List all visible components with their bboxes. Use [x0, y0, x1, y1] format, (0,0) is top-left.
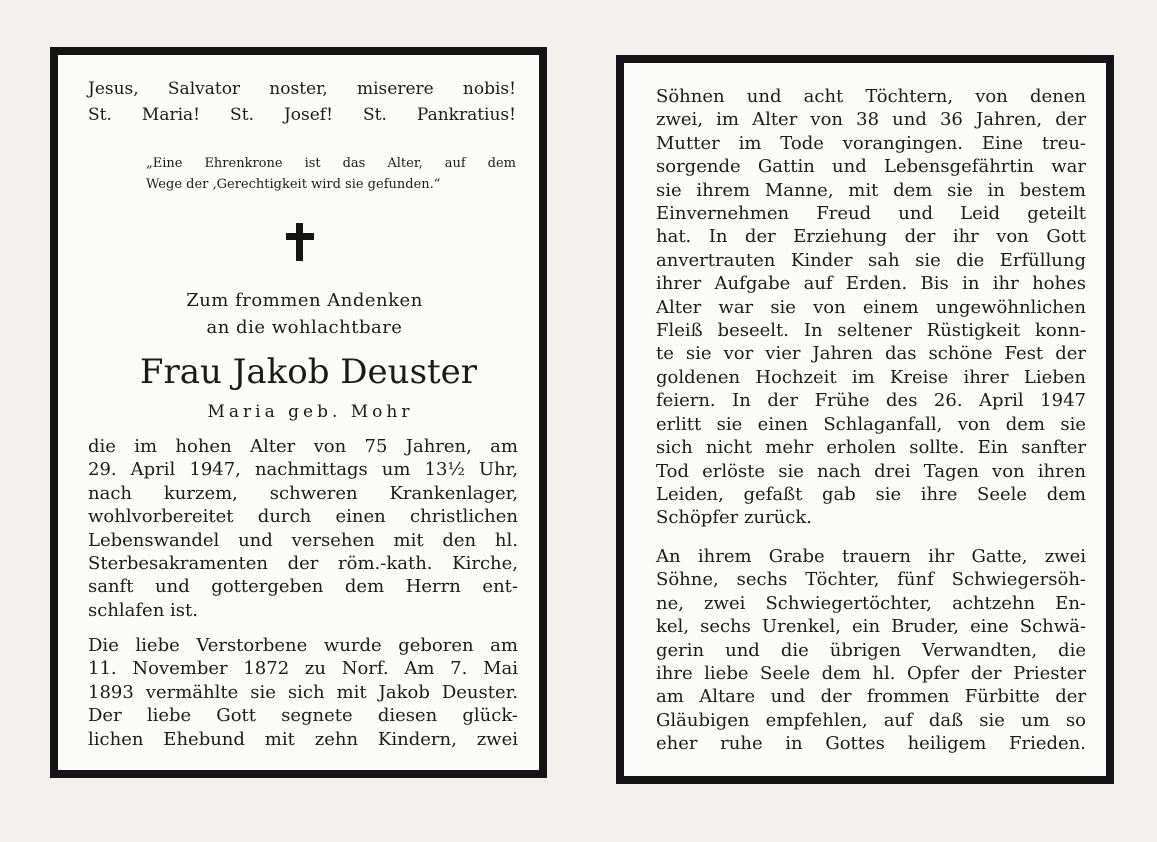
- text-line: Fleiß beseelt. In seltener Rüstigkeit konn-: [656, 320, 1086, 342]
- text-line: goldenen Hochzeit im Kreise ihrer Lieben: [656, 366, 1086, 388]
- text-line: zwei, im Alter von 38 und 36 Jahren, der: [656, 109, 1086, 131]
- text-line: Schöpfer zurück.: [656, 507, 812, 529]
- text-line: sich nicht mehr erholen sollte. Ein sanfter: [656, 437, 1086, 459]
- text-line: wohlvorbereitet durch einen christlichen: [88, 506, 518, 528]
- memorial-line: an die wohlachtbare: [206, 317, 403, 338]
- text-line: ihrer Aufgabe auf Erden. Bis in ihr hohes: [656, 273, 1086, 295]
- text-line: sie ihrem Manne, mit dem sie in bestem: [656, 179, 1086, 201]
- saints-line: [88, 102, 516, 128]
- text-line: sanft und gottergeben dem Herrn ent-: [88, 576, 518, 598]
- text-line: die im hohen Alter von 75 Jahren, am: [88, 436, 518, 457]
- text-line: erlitt sie einen Schlaganfall, von dem sie: [656, 413, 1086, 435]
- text-line: Söhnen und acht Töchtern, von denen: [656, 86, 1086, 107]
- text-line: Einvernehmen Freud und Leid geteilt: [656, 203, 1086, 225]
- text-line: Söhne, sechs Töchter, fünf Schwiegersöh-: [656, 569, 1086, 591]
- text-line: Lebenswandel und versehen mit den hl.: [88, 529, 518, 551]
- text-line: hat. In der Erziehung der ihr von Gott: [656, 226, 1086, 248]
- memorial-line: Zum frommen Andenken: [186, 290, 423, 311]
- text-line: 11. November 1872 zu Norf. Am 7. Mai: [88, 658, 518, 680]
- text-line: Gläubigen empfehlen, auf daß sie um so: [656, 709, 1086, 731]
- quote-line: [146, 174, 516, 195]
- biography-paragraph-2: [88, 634, 518, 751]
- mourners-paragraph: [656, 545, 1086, 756]
- text-line: 29. April 1947, nachmittags um 13½ Uhr,: [88, 459, 518, 481]
- text-line: gerin und die übrigen Verwandten, die: [656, 639, 1086, 661]
- saints-text: St. Maria! St. Josef! St. Pankratius!: [88, 105, 516, 125]
- text-line: Leiden, gefaßt gab sie ihre Seele dem: [656, 483, 1086, 505]
- invocation-line: [88, 76, 516, 102]
- biography-paragraph-1: [88, 435, 518, 622]
- text-line: eher ruhe in Gottes heiligem Frieden.: [656, 733, 1086, 755]
- quote-text: Wege der ‚Gerechtigkeit wird sie gefunden.“: [146, 177, 441, 192]
- text-line: lichen Ehebund mit zehn Kindern, zwei: [88, 728, 518, 750]
- cross-icon: [286, 223, 316, 263]
- text-line: am Altare und der frommen Fürbitte der: [656, 686, 1086, 708]
- deceased-name: Frau Jakob Deuster: [139, 352, 478, 392]
- text-line: te sie vor vier Jahren das schöne Fest der: [656, 343, 1086, 365]
- quote-line: [146, 153, 516, 174]
- text-line: Die liebe Verstorbene wurde geboren am: [88, 635, 518, 656]
- text-line: kel, sechs Urenkel, ein Bruder, eine Schwä-: [656, 616, 1086, 638]
- text-line: ihre liebe Seele dem hl. Opfer der Priester: [656, 663, 1086, 685]
- right-card-panel: [616, 55, 1114, 784]
- text-line: Tod erlöste sie nach drei Tagen von ihren: [656, 460, 1086, 482]
- quote-text: „Eine Ehrenkrone ist das Alter, auf dem: [146, 156, 516, 171]
- maiden-name: Maria geb. Mohr: [207, 402, 414, 422]
- text-line: 1893 vermählte sie sich mit Jakob Deuster.: [88, 681, 518, 703]
- text-line: feiern. In der Frühe des 26. April 1947: [656, 390, 1086, 412]
- text-line: Sterbesakramenten der röm.-kath. Kirche,: [88, 553, 518, 575]
- invocation-text: Jesus, Salvator noster, miserere nobis!: [88, 79, 516, 99]
- text-line: Alter war sie von einem ungewöhnlichen: [656, 296, 1086, 318]
- text-line: nach kurzem, schweren Krankenlager,: [88, 482, 518, 504]
- text-line: ne, zwei Schwiegertöchter, achtzehn En-: [656, 592, 1086, 614]
- text-line: Mutter im Tode vorangingen. Eine treu-: [656, 132, 1086, 154]
- text-line: An ihrem Grabe trauern ihr Gatte, zwei: [656, 546, 1086, 567]
- text-line: schlafen ist.: [88, 599, 198, 621]
- biography-paragraph-3: [656, 85, 1086, 530]
- text-line: sorgende Gattin und Lebensgefährtin war: [656, 156, 1086, 178]
- left-card-panel: [50, 47, 547, 778]
- text-line: Der liebe Gott segnete diesen glück-: [88, 705, 518, 727]
- text-line: anvertrauten Kinder sah sie die Erfüllung: [656, 249, 1086, 271]
